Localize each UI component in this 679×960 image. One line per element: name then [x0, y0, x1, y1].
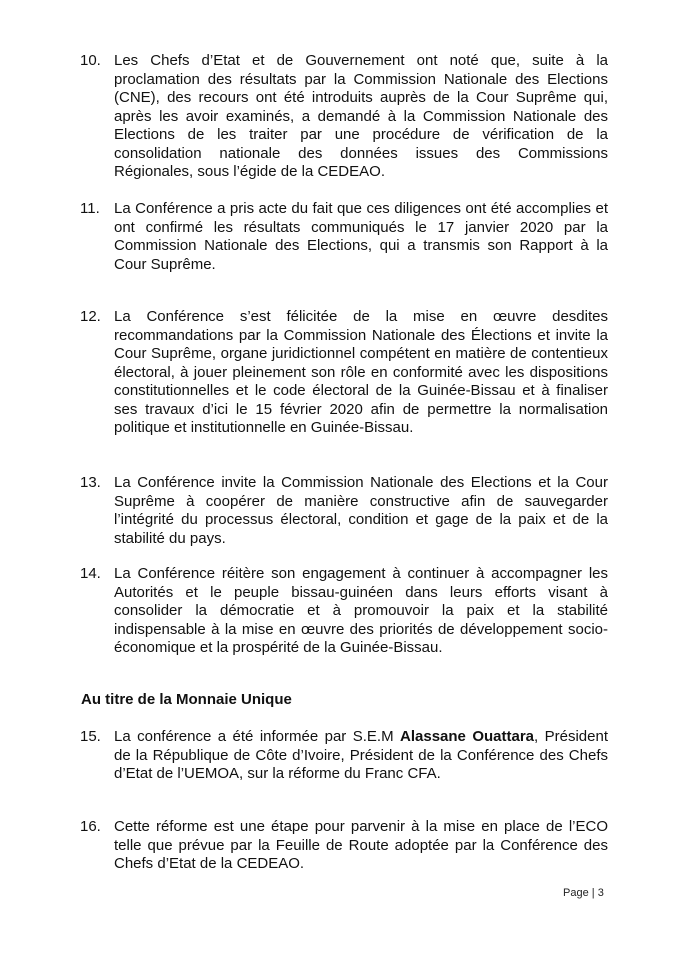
page-label: Page [563, 887, 589, 899]
page-separator: | [591, 887, 595, 899]
paragraph-text: La Conférence réitère son engagement à continuer à accompagner les Autorités et le peuple bissau-guinéen dans leurs efforts visant à consolider la démocratie et à promouvoir la paix et la stabilité indispensable à la mise en œuvre des priorités de développement socio-économique et la prospérité de la Guinée-Bissau. [114, 565, 608, 656]
section-heading: Au titre de la Monnaie Unique [81, 691, 292, 708]
paragraph-text-start: La conférence a été informée par S.E.M [114, 728, 401, 745]
paragraph-11 [80, 200, 608, 274]
name-highlight: Alassane Ouattara [400, 728, 535, 745]
paragraph-12 [80, 308, 608, 438]
paragraph-number: 11. [80, 200, 100, 217]
paragraph-text: Les Chefs d’Etat et de Gouvernement ont noté que, suite à la proclamation des résultats par la Commission Nationale des Elections (CNE), des recours ont été introduits auprès de la Cour Suprême qui, après les avoir examinés, a demandé à la Commission Nationale des Elections de les traiter par une procédure de vérification de la consolidation nationale des données issues des Commissions Régionales, sous l’égide de la CEDEAO. [114, 52, 608, 180]
paragraph-text: La Conférence invite la Commission Nationale des Elections et la Cour Suprême à coopérer de manière constructive afin de sauvegarder l’intégrité du processus électoral, condition et gage de la paix et de la stabilité du pays. [114, 474, 608, 547]
paragraph-number: 10. [80, 52, 101, 69]
page-number: 3 [597, 887, 604, 899]
paragraph-number: 15. [80, 728, 101, 745]
paragraph-15 [80, 728, 608, 784]
paragraph-number: 12. [80, 308, 101, 325]
paragraph-13 [80, 474, 608, 548]
paragraph-text: La Conférence a pris acte du fait que ces diligences ont été accomplies et ont confirmé les résultats communiqués le 17 janvier 2020 par la Commission Nationale des Elections, qui a transmis son Rapport à la Cour Suprême. [114, 200, 608, 273]
paragraph-10 [80, 52, 608, 182]
paragraph-text [114, 728, 608, 784]
page-footer [563, 887, 604, 899]
paragraph-14 [80, 565, 608, 658]
paragraph-number: 13. [80, 474, 101, 491]
paragraph-text: La Conférence s’est félicitée de la mise en œuvre desdites recommandations par la Commission Nationale des Élections et invite la Cour Suprême, organe juridictionnel compétent en matière de contentieux électoral, à jouer pleinement son rôle en conformité avec les dispositions constitutionnelles et le code électoral de la Guinée-Bissau et à finaliser ses travaux d’ici le 15 février 2020 afin de permettre la normalisation politique et institutionnelle en Guinée-Bissau. [114, 308, 608, 436]
paragraph-number: 14. [80, 565, 101, 582]
paragraph-number: 16. [80, 818, 101, 835]
paragraph-text: Cette réforme est une étape pour parvenir à la mise en place de l’ECO telle que prévue par la Feuille de Route adoptée par la Conférence des Chefs d’Etat de la CEDEAO. [114, 818, 608, 872]
paragraph-text-end: , Président de la République de Côte d’Ivoire, Président de la Conférence des Chefs d’Etat de l’UEMOA, sur la réforme du Franc CFA. [114, 728, 608, 782]
paragraph-16 [80, 818, 608, 874]
